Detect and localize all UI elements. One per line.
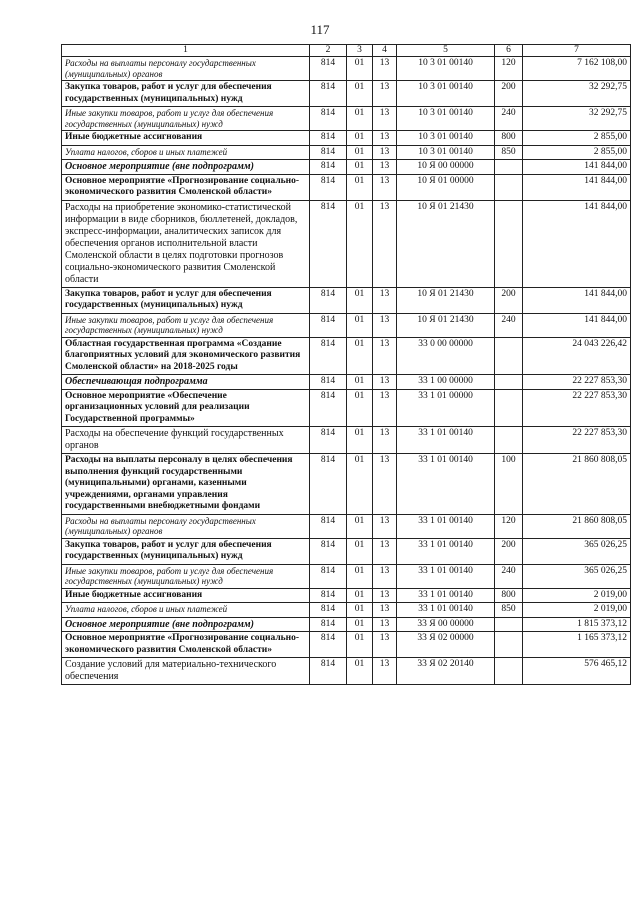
cell-name: Закупка товаров, работ и услуг для обеспечения государственных (муниципальных) нужд [62, 538, 310, 564]
cell-ved: 814 [310, 337, 347, 375]
cell-sum: 2 019,00 [523, 603, 631, 618]
cell-ved: 814 [310, 389, 347, 427]
cell-name: Расходы на обеспечение функций государственных органов [62, 427, 310, 454]
table-row [62, 538, 631, 564]
table-row [62, 658, 631, 685]
cell-pr: 13 [373, 564, 397, 588]
cell-ved: 814 [310, 200, 347, 287]
cell-rz: 01 [347, 514, 373, 538]
cell-rz: 01 [347, 57, 373, 81]
cell-pr: 13 [373, 632, 397, 658]
cell-vr: 850 [495, 145, 523, 160]
cell-vr: 120 [495, 514, 523, 538]
table-row [62, 160, 631, 175]
cell-ved: 814 [310, 313, 347, 337]
cell-sum: 21 860 808,05 [523, 514, 631, 538]
cell-pr: 13 [373, 131, 397, 146]
cell-ved: 814 [310, 57, 347, 81]
cell-sum: 141 844,00 [523, 160, 631, 175]
cell-csr: 10 3 01 00140 [397, 131, 495, 146]
cell-vr [495, 160, 523, 175]
cell-rz: 01 [347, 131, 373, 146]
cell-name: Основное мероприятие (вне подпрограмм) [62, 160, 310, 175]
col-header: 1 [62, 45, 310, 57]
cell-ved: 814 [310, 287, 347, 313]
cell-name: Иные бюджетные ассигнования [62, 131, 310, 146]
cell-ved: 814 [310, 658, 347, 685]
cell-vr: 120 [495, 57, 523, 81]
cell-vr: 240 [495, 564, 523, 588]
cell-rz: 01 [347, 658, 373, 685]
cell-vr [495, 200, 523, 287]
cell-vr: 240 [495, 107, 523, 131]
cell-name: Расходы на выплаты персоналу в целях обеспечения выполнения функций государственными (муниципальными) органами, казенными учреждениями, органами управления государственными внебюджетными фондами [62, 454, 310, 515]
cell-sum: 576 465,12 [523, 658, 631, 685]
cell-rz: 01 [347, 174, 373, 200]
cell-pr: 13 [373, 389, 397, 427]
cell-csr: 33 1 01 00000 [397, 389, 495, 427]
cell-name: Основное мероприятие «Обеспечение организационных условий для реализации Государственной программы» [62, 389, 310, 427]
cell-csr: 33 Я 00 00000 [397, 617, 495, 632]
cell-name: Закупка товаров, работ и услуг для обеспечения государственных (муниципальных) нужд [62, 81, 310, 107]
cell-ved: 814 [310, 514, 347, 538]
table-row [62, 200, 631, 287]
cell-csr: 10 Я 01 21430 [397, 313, 495, 337]
cell-sum: 22 227 853,30 [523, 375, 631, 390]
table-row [62, 564, 631, 588]
cell-ved: 814 [310, 564, 347, 588]
cell-sum: 141 844,00 [523, 200, 631, 287]
cell-vr [495, 617, 523, 632]
table-row [62, 174, 631, 200]
cell-pr: 13 [373, 287, 397, 313]
cell-name: Расходы на выплаты персоналу государственных (муниципальных) органов [62, 514, 310, 538]
cell-name: Закупка товаров, работ и услуг для обеспечения государственных (муниципальных) нужд [62, 287, 310, 313]
cell-name: Создание условий для материально-технического обеспечения [62, 658, 310, 685]
cell-name: Иные бюджетные ассигнования [62, 588, 310, 603]
cell-name: Иные закупки товаров, работ и услуг для обеспечения государственных (муниципальных) нужд [62, 107, 310, 131]
cell-ved: 814 [310, 131, 347, 146]
table-row [62, 603, 631, 618]
cell-csr: 33 1 01 00140 [397, 564, 495, 588]
cell-sum: 21 860 808,05 [523, 454, 631, 515]
cell-csr: 10 Я 01 21430 [397, 287, 495, 313]
col-header: 5 [397, 45, 495, 57]
table-row [62, 454, 631, 515]
cell-vr: 240 [495, 313, 523, 337]
cell-sum: 365 026,25 [523, 538, 631, 564]
cell-pr: 13 [373, 160, 397, 175]
cell-sum: 1 815 373,12 [523, 617, 631, 632]
cell-rz: 01 [347, 617, 373, 632]
cell-rz: 01 [347, 389, 373, 427]
cell-rz: 01 [347, 200, 373, 287]
cell-csr: 33 Я 02 00000 [397, 632, 495, 658]
cell-rz: 01 [347, 588, 373, 603]
cell-ved: 814 [310, 603, 347, 618]
cell-pr: 13 [373, 337, 397, 375]
cell-sum: 22 227 853,30 [523, 427, 631, 454]
cell-vr [495, 632, 523, 658]
cell-pr: 13 [373, 375, 397, 390]
col-header: 3 [347, 45, 373, 57]
table-row [62, 145, 631, 160]
cell-rz: 01 [347, 337, 373, 375]
cell-ved: 814 [310, 174, 347, 200]
cell-rz: 01 [347, 564, 373, 588]
cell-sum: 2 855,00 [523, 145, 631, 160]
cell-name: Уплата налогов, сборов и иных платежей [62, 145, 310, 160]
cell-name: Основное мероприятие «Прогнозирование социально-экономического развития Смоленской области» [62, 632, 310, 658]
cell-sum: 32 292,75 [523, 81, 631, 107]
cell-pr: 13 [373, 538, 397, 564]
cell-rz: 01 [347, 107, 373, 131]
cell-vr: 100 [495, 454, 523, 515]
cell-csr: 10 3 01 00140 [397, 57, 495, 81]
cell-name: Областная государственная программа «Создание благоприятных условий для экономического развития Смоленской области» на 2018-2025 годы [62, 337, 310, 375]
cell-name: Основное мероприятие «Прогнозирование социально-экономического развития Смоленской области» [62, 174, 310, 200]
cell-csr: 33 1 00 00000 [397, 375, 495, 390]
cell-rz: 01 [347, 632, 373, 658]
cell-csr: 33 1 01 00140 [397, 538, 495, 564]
table-row [62, 57, 631, 81]
cell-csr: 10 Я 01 21430 [397, 200, 495, 287]
cell-name: Расходы на выплаты персоналу государственных (муниципальных) органов [62, 57, 310, 81]
table-row [62, 375, 631, 390]
cell-csr: 33 1 01 00140 [397, 603, 495, 618]
cell-csr: 33 1 01 00140 [397, 427, 495, 454]
cell-sum: 141 844,00 [523, 287, 631, 313]
page-number: 117 [310, 22, 330, 37]
table-row [62, 337, 631, 375]
cell-pr: 13 [373, 427, 397, 454]
cell-vr [495, 174, 523, 200]
cell-vr [495, 389, 523, 427]
cell-sum: 22 227 853,30 [523, 389, 631, 427]
col-header: 7 [523, 45, 631, 57]
cell-pr: 13 [373, 313, 397, 337]
table-row [62, 588, 631, 603]
cell-csr: 10 Я 01 00000 [397, 174, 495, 200]
cell-ved: 814 [310, 375, 347, 390]
cell-ved: 814 [310, 454, 347, 515]
cell-csr: 10 Я 00 00000 [397, 160, 495, 175]
cell-pr: 13 [373, 81, 397, 107]
cell-vr [495, 658, 523, 685]
cell-vr: 200 [495, 287, 523, 313]
cell-ved: 814 [310, 81, 347, 107]
cell-csr: 33 Я 02 20140 [397, 658, 495, 685]
cell-csr: 10 3 01 00140 [397, 81, 495, 107]
cell-ved: 814 [310, 617, 347, 632]
cell-sum: 32 292,75 [523, 107, 631, 131]
table-row [62, 632, 631, 658]
cell-vr: 200 [495, 81, 523, 107]
cell-pr: 13 [373, 658, 397, 685]
cell-ved: 814 [310, 427, 347, 454]
cell-name: Иные закупки товаров, работ и услуг для обеспечения государственных (муниципальных) нужд [62, 313, 310, 337]
table-row [62, 81, 631, 107]
cell-sum: 2 019,00 [523, 588, 631, 603]
cell-sum: 2 855,00 [523, 131, 631, 146]
cell-rz: 01 [347, 603, 373, 618]
cell-name: Обеспечивающая подпрограмма [62, 375, 310, 390]
cell-csr: 33 1 01 00140 [397, 454, 495, 515]
cell-pr: 13 [373, 603, 397, 618]
cell-name: Основное мероприятие (вне подпрограмм) [62, 617, 310, 632]
header-row [62, 45, 631, 57]
table-row [62, 514, 631, 538]
cell-vr: 800 [495, 131, 523, 146]
table-row [62, 427, 631, 454]
table-row [62, 313, 631, 337]
table-row [62, 107, 631, 131]
cell-ved: 814 [310, 145, 347, 160]
cell-vr [495, 427, 523, 454]
cell-sum: 1 165 373,12 [523, 632, 631, 658]
cell-pr: 13 [373, 200, 397, 287]
cell-sum: 24 043 226,42 [523, 337, 631, 375]
cell-rz: 01 [347, 375, 373, 390]
cell-pr: 13 [373, 514, 397, 538]
cell-rz: 01 [347, 538, 373, 564]
cell-rz: 01 [347, 81, 373, 107]
cell-rz: 01 [347, 313, 373, 337]
cell-sum: 141 844,00 [523, 313, 631, 337]
col-header: 6 [495, 45, 523, 57]
cell-name: Иные закупки товаров, работ и услуг для обеспечения государственных (муниципальных) нужд [62, 564, 310, 588]
cell-csr: 33 1 01 00140 [397, 588, 495, 603]
cell-vr: 800 [495, 588, 523, 603]
col-header: 2 [310, 45, 347, 57]
cell-csr: 10 3 01 00140 [397, 145, 495, 160]
cell-name: Расходы на приобретение экономико-статистической информации в виде сборников, бюллетеней, докладов, экспресс-информации, аналитических записок для обеспечения органов исполнительной власти Смоленской области в целях подготовки прогнозов социально-экономического развития Смоленской области [62, 200, 310, 287]
cell-ved: 814 [310, 588, 347, 603]
cell-csr: 33 0 00 00000 [397, 337, 495, 375]
cell-rz: 01 [347, 454, 373, 515]
cell-name: Уплата налогов, сборов и иных платежей [62, 603, 310, 618]
cell-sum: 7 162 108,00 [523, 57, 631, 81]
cell-pr: 13 [373, 57, 397, 81]
cell-ved: 814 [310, 160, 347, 175]
cell-csr: 10 3 01 00140 [397, 107, 495, 131]
budget-table [61, 44, 631, 685]
cell-ved: 814 [310, 632, 347, 658]
cell-vr [495, 375, 523, 390]
cell-vr: 200 [495, 538, 523, 564]
cell-pr: 13 [373, 588, 397, 603]
cell-pr: 13 [373, 617, 397, 632]
table-row [62, 131, 631, 146]
table-row [62, 389, 631, 427]
cell-pr: 13 [373, 145, 397, 160]
cell-rz: 01 [347, 145, 373, 160]
cell-sum: 365 026,25 [523, 564, 631, 588]
table-row [62, 617, 631, 632]
cell-ved: 814 [310, 107, 347, 131]
cell-rz: 01 [347, 427, 373, 454]
cell-pr: 13 [373, 454, 397, 515]
cell-csr: 33 1 01 00140 [397, 514, 495, 538]
table-row [62, 287, 631, 313]
cell-vr: 850 [495, 603, 523, 618]
col-header: 4 [373, 45, 397, 57]
cell-pr: 13 [373, 174, 397, 200]
cell-ved: 814 [310, 538, 347, 564]
cell-vr [495, 337, 523, 375]
cell-sum: 141 844,00 [523, 174, 631, 200]
cell-rz: 01 [347, 287, 373, 313]
cell-pr: 13 [373, 107, 397, 131]
cell-rz: 01 [347, 160, 373, 175]
table-body [62, 57, 631, 685]
